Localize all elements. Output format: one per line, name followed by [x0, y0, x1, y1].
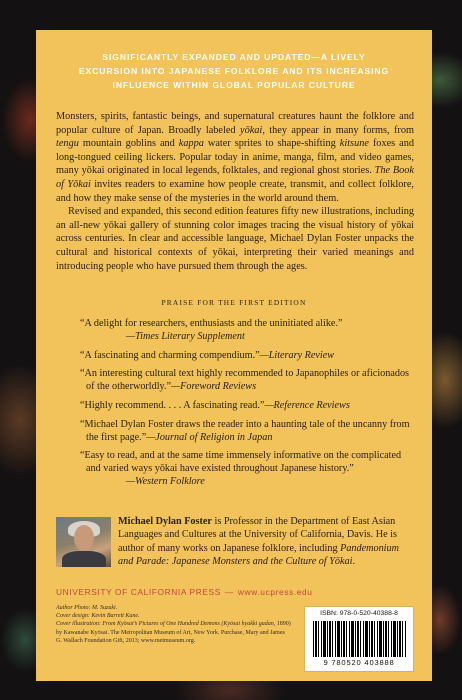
description: [56, 110, 414, 273]
credit-design: Cover design: Kevin Barrett Kane.: [56, 613, 140, 620]
praise-quotes: [80, 318, 416, 495]
author-bio-text: Michael Dylan Foster is Professor in the Department of East Asian Languages and Cultures at the University of California, Davis. He is author of many works on Japanese folklore, including Pandemonium and Parade: Japanese Monsters and the Culture of Yōkai.: [118, 516, 399, 568]
isbn-label: ISBN: 978-0-520-40388-8: [320, 610, 398, 617]
barcode-digits: 9 780520 403888: [323, 658, 395, 667]
isbn-barcode: [304, 606, 414, 672]
credit-illustration: Cover illustration: From Kyōsai’s Pictures of One Hundred Demons (Kyōsai hyakki gadan, 1890) by Kawanabe Kyōsai. The Metropolitan Museum of Art, New York. Purchase, Mary and James G. Wallach Foundation Gift, 2013; www.metmuseum.org.: [56, 621, 291, 644]
back-cover-panel: [36, 30, 432, 681]
headline-line-3: INFLUENCE WITHIN GLOBAL POPULAR CULTURE: [112, 80, 356, 90]
praise-heading: PRAISE FOR THE FIRST EDITION: [161, 298, 307, 307]
quote-3: “An interesting cultural text highly recommended to Japanophiles or aficionados of the otherworldly.”—Foreword Reviews: [80, 368, 410, 393]
headline-line-2: EXCURSION INTO JAPANESE FOLKLORE AND ITS INCREASING: [78, 66, 390, 76]
cover-credits: [56, 604, 292, 645]
headline-line-1: SIGNIFICANTLY EXPANDED AND UPDATED—A LIVELY: [102, 52, 366, 62]
publisher-url: www.ucpress.edu: [237, 587, 313, 597]
credit-photo: Author Photo: M. Suzuki.: [56, 605, 118, 611]
author-bio: [56, 515, 414, 575]
headline: [36, 50, 432, 92]
quote-5: “Michael Dylan Foster draws the reader into a haunting tale of the uncanny from the first page.”—Journal of Religion in Japan: [80, 418, 410, 443]
barcode-bars: [313, 621, 407, 657]
quote-4: “Highly recommend. . . . A fascinating read.”—Reference Reviews: [80, 399, 350, 411]
description-paragraph-2: Revised and expanded, this second edition features fifty new illustrations, including an all-new yōkai gallery of stunning color images tracing the visual history of yōkai across centuries. In clear and accessible language, Michael Dylan Foster unpacks the cultural and historical contexts of yōkai, interpreting their varied meanings and introducing people who have pursued them through the ages.: [56, 206, 414, 272]
publisher-name: UNIVERSITY OF CALIFORNIA PRESS: [56, 587, 221, 597]
quote-2: “A fascinating and charming compendium.”—Literary Review: [80, 349, 335, 361]
description-paragraph-1: Monsters, spirits, fantastic beings, and supernatural creatures haunt the folklore and popular culture of Japan. Broadly labeled yōkai, they appear in many forms, from tengu mountain goblins and kappa water sprites to shape-shifting kitsune foxes and long-tongued ceiling lickers. Popular today in anime, manga, film, and video games, many yōkai originated in local legends, folktales, and regional ghost stories. The Book of Yōkai invites readers to examine how people create, transmit, and collect folklore, and how they make sense of the mysteries in the world around them.: [56, 111, 414, 204]
quote-1: “A delight for researchers, enthusiasts and the uninitiated alike.” —Times Literary Supplement: [80, 318, 343, 342]
publisher-line: UNIVERSITY OF CALIFORNIA PRESS — www.ucpress.edu: [56, 587, 313, 597]
quote-6: “Easy to read, and at the same time immensely informative on the complicated and varied ways yōkai have existed throughout Japanese history.” —Western Folklore: [80, 450, 402, 487]
author-photo: [56, 517, 111, 567]
author-name: Michael Dylan Foster: [118, 516, 212, 527]
